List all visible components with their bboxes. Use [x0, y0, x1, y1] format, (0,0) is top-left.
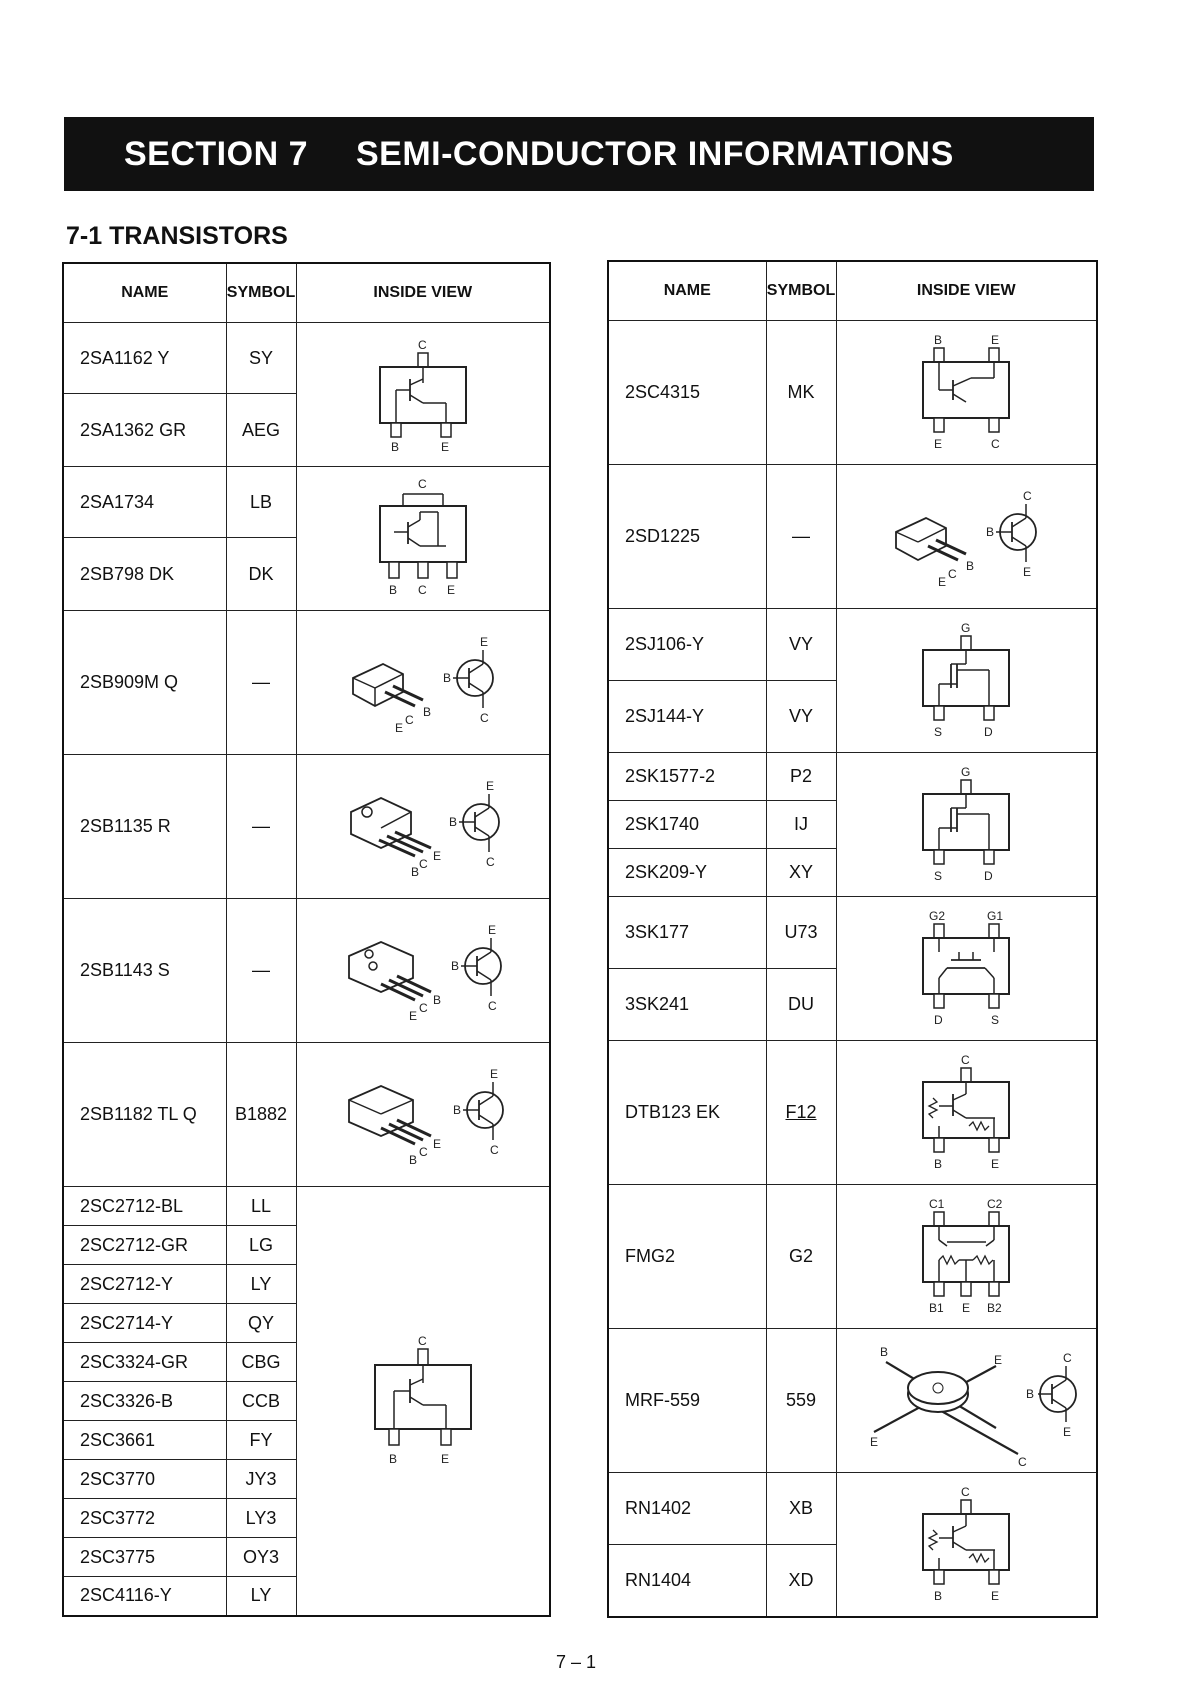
svg-text:B: B — [934, 1588, 943, 1603]
to220-package-icon — [323, 772, 523, 882]
svg-text:E: E — [870, 1434, 879, 1449]
svg-text:E: E — [934, 437, 943, 451]
inside-view-fet-gsd-2 — [836, 753, 1097, 897]
part-symbol: XD — [766, 1545, 836, 1617]
svg-text:C: C — [961, 1053, 970, 1067]
part-symbol: P2 — [766, 753, 836, 801]
svg-text:B: B — [966, 558, 975, 573]
svg-text:G1: G1 — [987, 909, 1004, 923]
svg-text:B: B — [410, 864, 419, 879]
svg-text:E: E — [489, 1066, 498, 1081]
part-name: 2SC3326-B — [63, 1382, 226, 1421]
dual-gate-fet-icon — [891, 906, 1041, 1031]
svg-text:E: E — [432, 1136, 441, 1151]
part-name: 2SC2712-Y — [63, 1265, 226, 1304]
part-symbol: SY — [226, 323, 296, 394]
svg-text:B: B — [934, 333, 943, 347]
inside-view-sot23-shared — [296, 1187, 550, 1616]
svg-text:E: E — [1063, 1424, 1072, 1439]
part-symbol: B1882 — [226, 1043, 296, 1187]
part-name: 2SC4116-Y — [63, 1577, 226, 1616]
header-symbol: SYMBOL — [226, 263, 296, 323]
part-name: 2SA1734 — [63, 467, 226, 538]
part-name: 2SC3324-GR — [63, 1343, 226, 1382]
svg-text:S: S — [934, 869, 943, 883]
part-symbol: LY3 — [226, 1499, 296, 1538]
inside-view-sot89 — [296, 467, 550, 611]
svg-text:G2: G2 — [929, 909, 946, 923]
inside-view-dpak — [296, 611, 550, 755]
dpak-package-icon — [323, 628, 523, 738]
part-symbol: MK — [766, 321, 836, 465]
svg-text:S: S — [991, 1013, 1000, 1027]
part-name: 2SK1577-2 — [608, 753, 766, 801]
part-symbol: JY3 — [226, 1460, 296, 1499]
svg-text:S: S — [934, 725, 943, 739]
part-symbol: CCB — [226, 1382, 296, 1421]
part-symbol: OY3 — [226, 1538, 296, 1577]
part-name: FMG2 — [608, 1185, 766, 1329]
inside-view-dpak-2 — [296, 1043, 550, 1187]
header-inside-view: INSIDE VIEW — [296, 263, 550, 323]
svg-text:C: C — [1063, 1350, 1072, 1365]
part-symbol: — — [226, 611, 296, 755]
inside-view-to126 — [296, 899, 550, 1043]
svg-text:C: C — [479, 710, 489, 725]
svg-text:C: C — [1018, 1454, 1027, 1466]
inside-view-dual-gate-fet — [836, 897, 1097, 1041]
part-symbol: FY — [226, 1421, 296, 1460]
svg-text:C: C — [485, 854, 495, 869]
svg-text:E: E — [991, 333, 1000, 347]
section-number: SECTION 7 — [124, 134, 308, 173]
part-symbol: VY — [766, 681, 836, 753]
svg-text:E: E — [394, 720, 403, 735]
svg-text:E: E — [962, 1301, 971, 1315]
part-name: 2SC3775 — [63, 1538, 226, 1577]
right-transistor-table — [607, 260, 1098, 1618]
svg-text:C: C — [961, 1484, 970, 1499]
svg-text:E: E — [991, 1588, 1000, 1603]
part-symbol: LY — [226, 1265, 296, 1304]
svg-text:C1: C1 — [929, 1197, 945, 1211]
section-title: SEMI-CONDUCTOR INFORMATIONS — [355, 134, 954, 173]
dpak-package-icon — [323, 1060, 523, 1170]
svg-text:B: B — [442, 670, 451, 685]
svg-text:E: E — [432, 848, 441, 863]
svg-text:C: C — [418, 1144, 428, 1159]
part-name: 2SB1182 TL Q — [63, 1043, 226, 1187]
svg-text:C: C — [418, 1000, 428, 1015]
header-symbol: SYMBOL — [766, 261, 836, 321]
svg-text:C2: C2 — [987, 1197, 1003, 1211]
part-symbol: XB — [766, 1473, 836, 1545]
part-symbol: LL — [226, 1187, 296, 1226]
svg-text:C: C — [1023, 488, 1032, 503]
svg-text:B: B — [408, 1152, 417, 1167]
left-transistor-table — [62, 262, 551, 1617]
section-banner — [64, 117, 1094, 191]
svg-text:C: C — [417, 476, 427, 491]
part-name: 2SJ106-Y — [608, 609, 766, 681]
four-pin-package-icon — [891, 330, 1041, 455]
digital-transistor-icon — [891, 1050, 1041, 1175]
header-name: NAME — [63, 263, 226, 323]
svg-text:B: B — [452, 1102, 461, 1117]
inside-view-dpak-3 — [836, 465, 1097, 609]
svg-text:G: G — [961, 765, 971, 779]
to126-package-icon — [323, 916, 523, 1026]
inside-view-digital-transistor — [836, 1041, 1097, 1185]
svg-text:B: B — [880, 1344, 889, 1359]
part-name: 2SC2714-Y — [63, 1304, 226, 1343]
inside-view-sot23-c — [296, 323, 550, 467]
part-name: 2SB1135 R — [63, 755, 226, 899]
part-name: RN1402 — [608, 1473, 766, 1545]
digital-transistor-icon — [891, 1482, 1041, 1607]
sot-package-icon — [348, 335, 498, 455]
part-symbol: DU — [766, 969, 836, 1041]
svg-text:C: C — [417, 337, 427, 352]
inside-view-fet-gsd — [836, 609, 1097, 753]
part-name: 2SC3770 — [63, 1460, 226, 1499]
part-symbol: LY — [226, 1577, 296, 1616]
svg-text:E: E — [938, 574, 947, 589]
part-symbol: LG — [226, 1226, 296, 1265]
part-name: 2SB1143 S — [63, 899, 226, 1043]
part-symbol: U73 — [766, 897, 836, 969]
inside-view-dual-transistor — [836, 1185, 1097, 1329]
part-symbol: G2 — [766, 1185, 836, 1329]
svg-text:C: C — [417, 582, 427, 597]
part-name: 3SK177 — [608, 897, 766, 969]
svg-text:D: D — [934, 1013, 943, 1027]
dpak-package-icon — [866, 482, 1066, 592]
svg-text:E: E — [487, 922, 496, 937]
svg-text:C: C — [991, 437, 1000, 451]
part-symbol: IJ — [766, 801, 836, 849]
svg-text:B: B — [1026, 1386, 1035, 1401]
part-name: 2SC4315 — [608, 321, 766, 465]
svg-text:C: C — [417, 1333, 427, 1348]
svg-text:B: B — [450, 958, 459, 973]
part-name: 2SK209-Y — [608, 849, 766, 897]
svg-text:C: C — [489, 1142, 499, 1157]
svg-text:B: B — [448, 814, 457, 829]
svg-text:B: B — [422, 704, 431, 719]
header-name: NAME — [608, 261, 766, 321]
sot89-package-icon — [348, 474, 498, 604]
inside-view-to220 — [296, 755, 550, 899]
svg-text:B: B — [388, 582, 397, 597]
part-name: 2SJ144-Y — [608, 681, 766, 753]
svg-text:E: E — [440, 1451, 449, 1466]
part-symbol: XY — [766, 849, 836, 897]
part-symbol: QY — [226, 1304, 296, 1343]
part-name: 2SC3661 — [63, 1421, 226, 1460]
sot-package-icon — [348, 1331, 498, 1471]
part-symbol: 559 — [766, 1329, 836, 1473]
svg-text:B: B — [934, 1157, 943, 1171]
svg-text:E: E — [440, 439, 449, 454]
svg-text:G: G — [961, 621, 971, 635]
svg-text:B: B — [390, 439, 399, 454]
part-name: 2SK1740 — [608, 801, 766, 849]
part-symbol: LB — [226, 467, 296, 538]
svg-text:E: E — [1023, 564, 1032, 579]
part-symbol: — — [226, 899, 296, 1043]
part-name: 2SA1362 GR — [63, 394, 226, 467]
inside-view-digital-transistor-2 — [836, 1473, 1097, 1617]
svg-text:C: C — [948, 566, 957, 581]
svg-text:C: C — [418, 856, 428, 871]
svg-text:E: E — [479, 634, 488, 649]
inside-view-rf-macro-x — [836, 1329, 1097, 1473]
part-name: 2SA1162 Y — [63, 323, 226, 394]
part-name: 2SC3772 — [63, 1499, 226, 1538]
part-symbol: AEG — [226, 394, 296, 467]
part-name: DTB123 EK — [608, 1041, 766, 1185]
rf-macro-x-icon — [846, 1336, 1086, 1466]
page-number: 7 – 1 — [556, 1652, 597, 1672]
inside-view-4pin — [836, 321, 1097, 465]
dual-transistor-icon — [891, 1194, 1041, 1319]
svg-text:E: E — [408, 1008, 417, 1023]
fet-package-icon — [891, 618, 1041, 743]
svg-text:E: E — [485, 778, 494, 793]
part-name: RN1404 — [608, 1545, 766, 1617]
part-symbol: — — [226, 755, 296, 899]
svg-text:E: E — [994, 1352, 1003, 1367]
part-symbol: CBG — [226, 1343, 296, 1382]
svg-text:B: B — [432, 992, 441, 1007]
part-symbol: VY — [766, 609, 836, 681]
part-name: 3SK241 — [608, 969, 766, 1041]
part-symbol: DK — [226, 538, 296, 611]
part-name: 2SC2712-BL — [63, 1187, 226, 1226]
svg-text:D: D — [984, 725, 993, 739]
part-name: MRF-559 — [608, 1329, 766, 1473]
part-symbol: F12 — [766, 1041, 836, 1185]
svg-text:E: E — [991, 1157, 1000, 1171]
svg-text:E: E — [446, 582, 455, 597]
header-inside-view: INSIDE VIEW — [836, 261, 1097, 321]
svg-text:D: D — [984, 869, 993, 883]
svg-text:B1: B1 — [929, 1301, 944, 1315]
svg-text:B: B — [986, 524, 995, 539]
svg-text:C: C — [487, 998, 497, 1013]
subsection-title: 7-1 TRANSISTORS — [66, 222, 288, 250]
part-name: 2SD1225 — [608, 465, 766, 609]
part-name: 2SB798 DK — [63, 538, 226, 611]
part-name: 2SB909M Q — [63, 611, 226, 755]
svg-text:B: B — [388, 1451, 397, 1466]
fet-package-icon — [891, 762, 1041, 887]
svg-text:C: C — [404, 712, 414, 727]
part-symbol: — — [766, 465, 836, 609]
svg-text:B2: B2 — [987, 1301, 1002, 1315]
part-name: 2SC2712-GR — [63, 1226, 226, 1265]
